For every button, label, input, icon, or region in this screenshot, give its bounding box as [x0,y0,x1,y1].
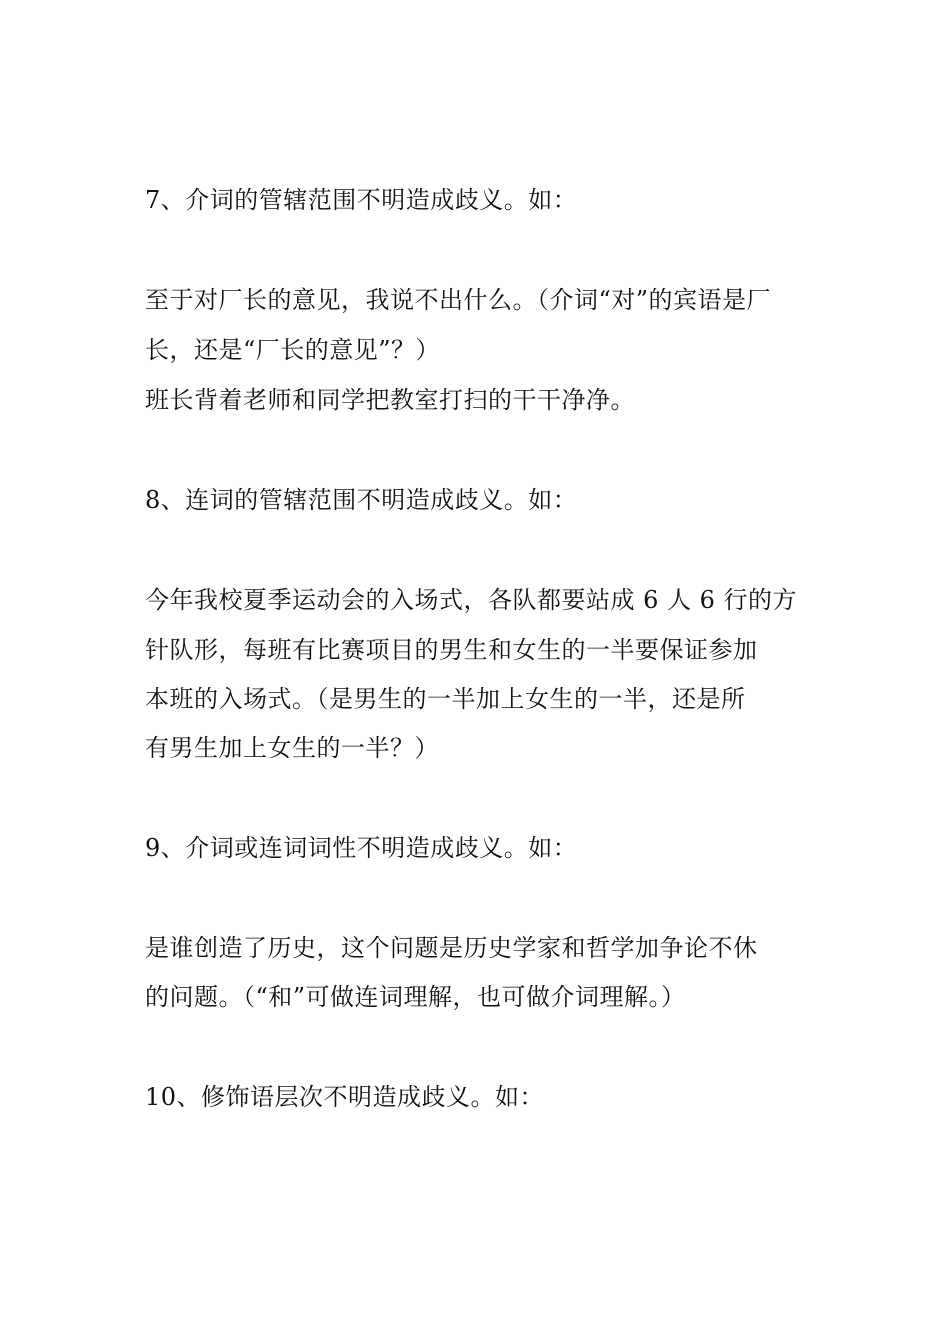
heading-item-9: 9、介词或连词词性不明造成歧义。如： [145,834,578,862]
heading-item-7: 7、介词的管辖范围不明造成歧义。如： [145,186,578,214]
example-text: 班长背着老师和同学把教室打扫的干干净净。 [145,386,635,414]
example-text: 有男生加上女生的一半？） [145,734,439,762]
example-text: 今年我校夏季运动会的入场式，各队都要站成 6 人 6 行的方 [145,586,798,614]
example-text: 是谁创造了历史，这个问题是历史学家和哲学加争论不休 [145,934,758,962]
heading-item-10: 10、修饰语层次不明造成歧义。如： [145,1083,545,1111]
example-text: 针队形，每班有比赛项目的男生和女生的一半要保证参加 [145,636,758,664]
example-text: 至于对厂长的意见，我说不出什么。（介词“对”的宾语是厂 [145,286,772,314]
example-text: 本班的入场式。（是男生的一半加上女生的一半，还是所 [145,685,746,713]
example-text: 的问题。（“和”可做连词理解，也可做介词理解。） [145,983,686,1011]
example-text: 长，还是“厂长的意见”？） [145,336,441,364]
heading-item-8: 8、连词的管辖范围不明造成歧义。如： [145,486,578,514]
